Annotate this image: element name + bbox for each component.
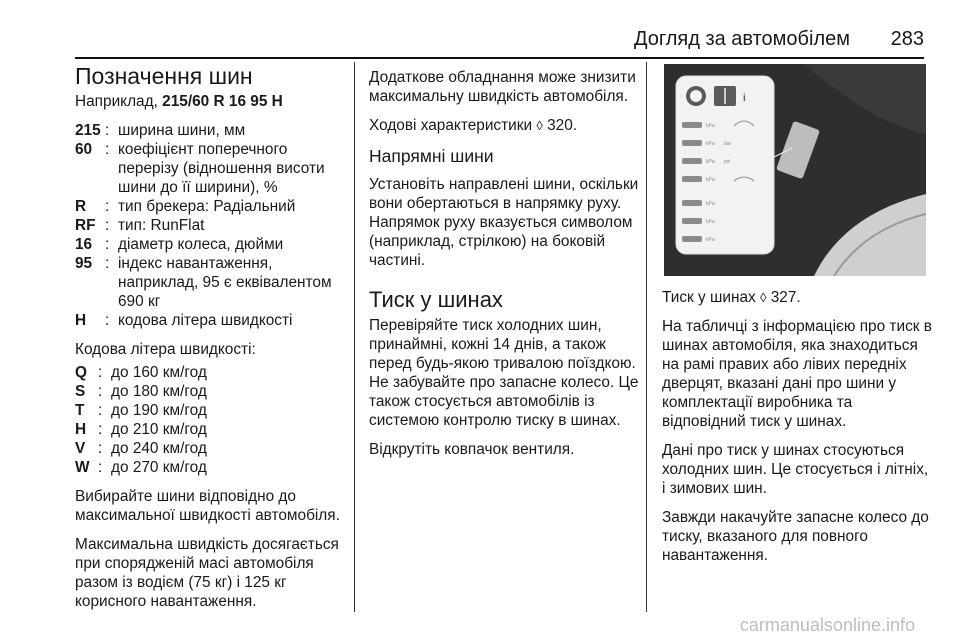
paragraph: На табличці з інформацією про тиск в шинах автомобіля, яка знаходиться на рамі правих або лівих передніх дверцят, вказані дані про шини у комплектації виробника та відповідний тиск у шинах.: [662, 318, 932, 430]
cross-reference: Ходові характеристики ◊ 320.: [369, 117, 578, 134]
svg-text:kPa: kPa: [706, 237, 715, 243]
speed-code-list: [75, 363, 347, 477]
svg-text:i: i: [743, 93, 746, 104]
header-title: Догляд за автомобілем: [633, 28, 850, 50]
definition-row: 215 : ширина шини, мм: [75, 122, 246, 139]
svg-text:kPa: kPa: [706, 123, 715, 129]
paragraph: Вибирайте шини відповідно до максимальної швидкості автомобіля.: [75, 488, 340, 524]
column-divider: [354, 62, 355, 612]
definition-row: 60 : коефіцієнт поперечного перерізу (відношення висоти шини до її ширини), %: [75, 141, 325, 196]
column-divider: [646, 62, 647, 612]
speed-row: S : до 180 км/год: [75, 383, 207, 400]
illustration-svg: [664, 64, 926, 276]
column-right: [662, 62, 934, 575]
svg-text:bar: bar: [724, 141, 732, 147]
svg-text:psi: psi: [724, 159, 731, 165]
page-number: 283: [890, 28, 924, 50]
paragraph: Максимальна швидкість досягається при спорядженій масі автомобіля разом із водієм (75 кг) і 125 кг корисного навантаження.: [75, 536, 339, 610]
speed-row: T : до 190 км/год: [75, 402, 207, 419]
speed-row: Q : до 160 км/год: [75, 364, 207, 381]
definition-row: RF : тип: RunFlat: [75, 217, 205, 234]
page-ref-icon: ◊: [536, 118, 543, 133]
speed-row: H : до 210 км/год: [75, 421, 207, 438]
paragraph: Відкрутіть ковпачок вентиля.: [369, 441, 575, 458]
paragraph: Завжди накачуйте запасне колесо до тиску, вказаного для повного навантаження.: [662, 509, 929, 564]
header-rule: [75, 57, 924, 59]
paragraph: Установіть направлені шини, оскільки вони обертаються в напрямку руху. Напрямок руху вказується символом (наприклад, стрілкою) на боковій частині.: [369, 176, 639, 269]
page-header: [0, 0, 960, 60]
example-value: 215/60 R 16 95 H: [162, 93, 283, 110]
definition-row: R : тип брекера: Радіальний: [75, 198, 296, 215]
heading-tyre-pressure: Тиск у шинах: [369, 287, 503, 312]
paragraph: Додаткове обладнання може знизити максимальну швидкість автомобіля.: [369, 69, 636, 105]
svg-text:kPa: kPa: [706, 159, 715, 165]
page-ref-icon: ◊: [759, 290, 767, 305]
column-middle: [369, 68, 641, 469]
cross-reference: Тиск у шинах ◊ 327.: [662, 289, 801, 306]
definition-row: 16 : діаметр колеса, дюйми: [75, 236, 284, 253]
definition-list: [75, 121, 347, 330]
heading-directional-tyres: Напрямні шини: [369, 146, 494, 166]
heading-tyre-markings: Позначення шин: [75, 63, 253, 89]
speed-code-intro: Кодова літера швидкості:: [75, 341, 256, 358]
tyre-pressure-label-illustration: [664, 64, 926, 276]
svg-text:kPa: kPa: [706, 177, 715, 183]
svg-text:kPa: kPa: [706, 219, 715, 225]
svg-text:kPa: kPa: [706, 141, 715, 147]
svg-text:kPa: kPa: [706, 201, 715, 207]
definition-row: H : кодова літера швидкості: [75, 312, 293, 329]
speed-row: V : до 240 км/год: [75, 440, 207, 457]
paragraph: Перевіряйте тиск холодних шин, принаймні, кожні 14 днів, а також перед будь-якою тривалою поїздкою. Не забувайте про запасне колесо. Це також стосується автомобілів із системою контролю тиску в шинах.: [369, 317, 639, 429]
definition-row: 95 : індекс навантаження, наприклад, 95 є еквівалентом 690 кг: [75, 255, 332, 310]
paragraph: Дані про тиск у шинах стосуються холодних шин. Це стосується і літніх, і зимових шин.: [662, 442, 929, 497]
watermark: carmanualsonline.info: [739, 615, 915, 635]
column-left: [75, 62, 347, 621]
speed-row: W : до 270 км/год: [75, 459, 207, 476]
example-line: Наприклад, 215/60 R 16 95 H: [75, 93, 283, 110]
